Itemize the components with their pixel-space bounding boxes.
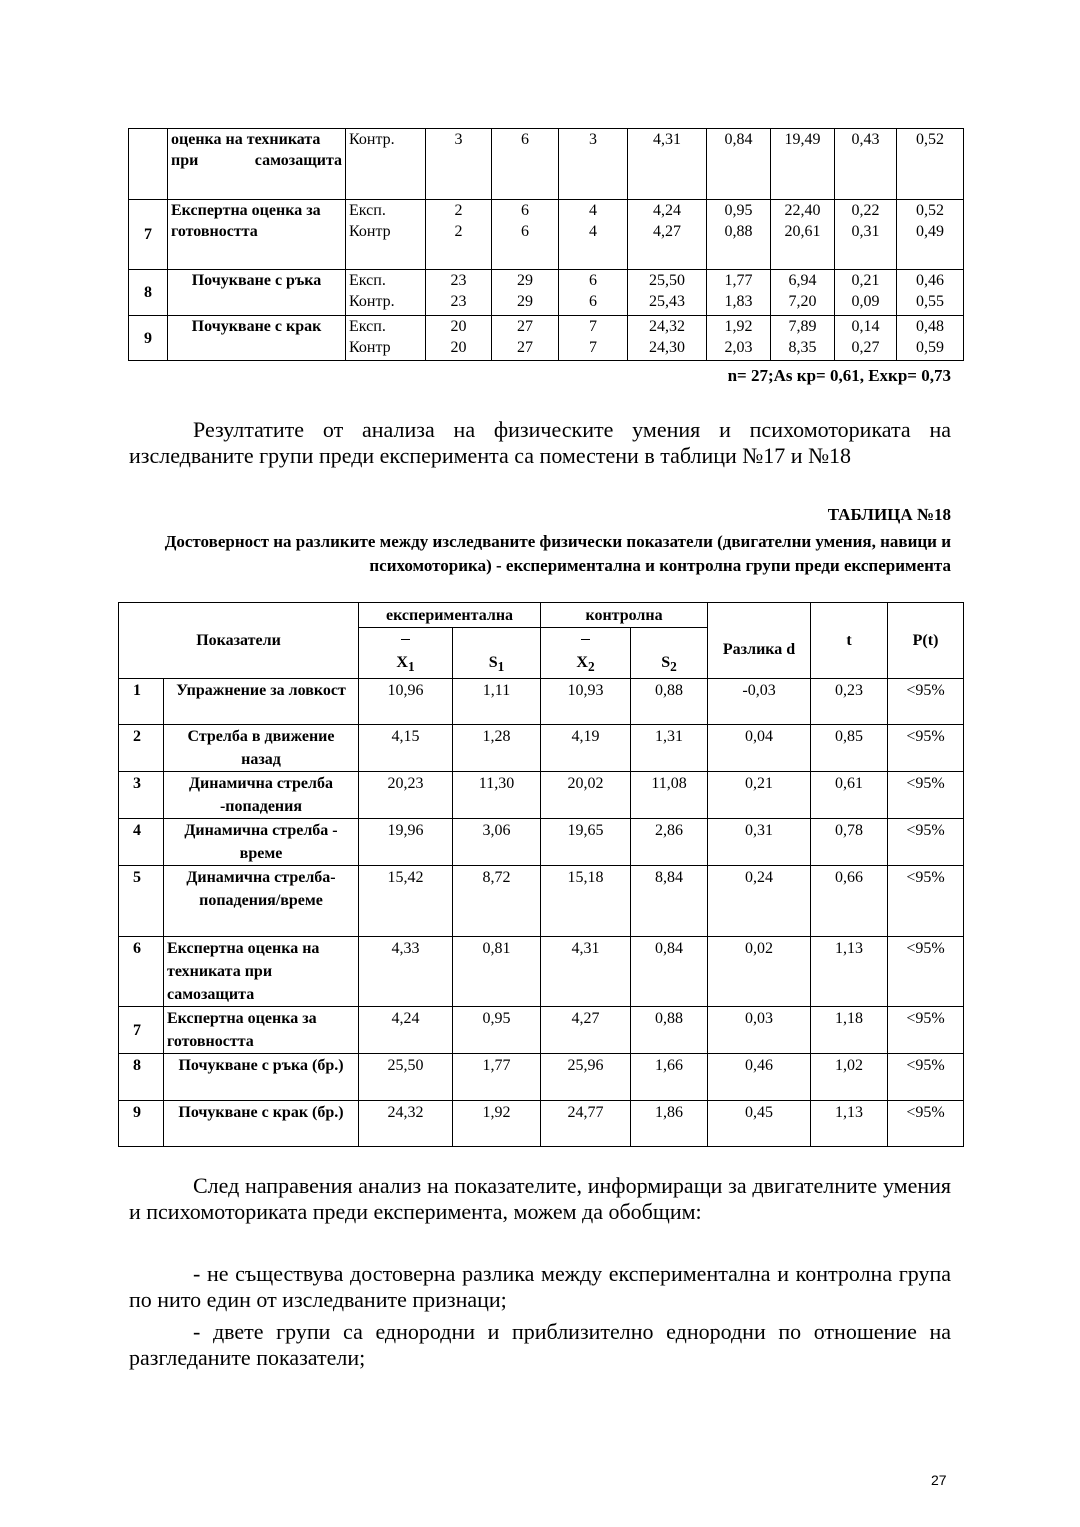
value-cell: <95%	[888, 679, 964, 725]
value-cell: 19,65	[541, 819, 631, 866]
value-cell: 7 7	[559, 316, 628, 361]
value-cell: 7,89 8,35	[771, 316, 835, 361]
value-cell: 6,94 7,20	[771, 270, 835, 316]
value-cell: 6 6	[559, 270, 628, 316]
value-cell: 25,96	[541, 1054, 631, 1101]
indicator-name: Експертна оценка за готовността	[168, 200, 346, 270]
indicator-name: Почукване с крак (бр.)	[164, 1101, 359, 1147]
value-cell: 6	[492, 129, 559, 200]
value-cell: 0,02	[708, 937, 811, 1007]
table-label: ТАБЛИЦА №18	[827, 505, 951, 524]
row-number: 4	[119, 819, 164, 866]
header-sd-1: $S_1$	[453, 628, 541, 679]
value-cell: 1,11	[453, 679, 541, 725]
indicator-name: Експертна оценка на техниката при самозащита	[164, 937, 359, 1007]
value-cell: 20 20	[426, 316, 492, 361]
value-cell: 24,32 24,30	[628, 316, 707, 361]
header-mean-1: $X_1$	[359, 628, 453, 679]
value-cell: 1,18	[811, 1007, 888, 1054]
value-cell: 4,33	[359, 937, 453, 1007]
value-cell: <95%	[888, 819, 964, 866]
header-sd-2: $S_2$	[631, 628, 708, 679]
table-row	[119, 772, 964, 819]
value-cell: 1,77 1,83	[707, 270, 771, 316]
value-cell: 0,22 0,31	[835, 200, 897, 270]
value-cell: 1,92	[453, 1101, 541, 1147]
value-cell: 0,61	[811, 772, 888, 819]
row-number: 9	[119, 1101, 164, 1147]
value-cell: 0,81	[453, 937, 541, 1007]
value-cell: 25,50	[359, 1054, 453, 1101]
value-cell: 0,21	[708, 772, 811, 819]
value-cell: -0,03	[708, 679, 811, 725]
row-number: 7	[129, 200, 168, 270]
value-cell: 1,86	[631, 1101, 708, 1147]
value-cell: 2,86	[631, 819, 708, 866]
value-cell: <95%	[888, 725, 964, 772]
value-cell: 0,78	[811, 819, 888, 866]
value-cell: 8,84	[631, 866, 708, 937]
value-cell: 0,43	[835, 129, 897, 200]
indicator-name: Почукване с ръка	[168, 270, 346, 316]
indicator-name: Упражнение за ловкост	[164, 679, 359, 725]
value-cell: 19,96	[359, 819, 453, 866]
table-row	[119, 1054, 964, 1101]
value-cell: 0,66	[811, 866, 888, 937]
row-number: 7	[119, 1007, 164, 1054]
value-cell: 0,24	[708, 866, 811, 937]
value-cell: 0,46	[708, 1054, 811, 1101]
row-number: 6	[119, 937, 164, 1007]
indicator-name: Динамична стрелба - време	[164, 819, 359, 866]
row-number: 8	[129, 270, 168, 316]
value-cell: 10,93	[541, 679, 631, 725]
table-row	[119, 725, 964, 772]
value-cell: 0,88	[631, 1007, 708, 1054]
row-number: 3	[119, 772, 164, 819]
header-p: P(t)	[888, 603, 964, 679]
row-number: 5	[119, 866, 164, 937]
value-cell: 4,27	[541, 1007, 631, 1054]
value-cell: 0,23	[811, 679, 888, 725]
value-cell: 3,06	[453, 819, 541, 866]
row-number: 1	[119, 679, 164, 725]
value-cell: 1,77	[453, 1054, 541, 1101]
value-cell: 8,72	[453, 866, 541, 937]
group-cell: Експ. Контр	[346, 316, 426, 361]
value-cell: 6 6	[492, 200, 559, 270]
group-cell: Експ. Контр.	[346, 270, 426, 316]
header-t: t	[811, 603, 888, 679]
value-cell: 27 27	[492, 316, 559, 361]
value-cell: 11,08	[631, 772, 708, 819]
value-cell: 25,50 25,43	[628, 270, 707, 316]
indicator-name: Динамична стрелба- попадения/време	[164, 866, 359, 937]
group-cell: Контр.	[346, 129, 426, 200]
value-cell: <95%	[888, 937, 964, 1007]
value-cell: 20,23	[359, 772, 453, 819]
row-number	[129, 129, 168, 200]
value-cell: 1,66	[631, 1054, 708, 1101]
page-number: 27	[931, 1472, 947, 1488]
value-cell: 22,40 20,61	[771, 200, 835, 270]
value-cell: 24,32	[359, 1101, 453, 1147]
value-cell: 4 4	[559, 200, 628, 270]
value-cell: 3	[559, 129, 628, 200]
value-cell: 23 23	[426, 270, 492, 316]
indicator-name: Динамична стрелба -попадения	[164, 772, 359, 819]
value-cell: 15,18	[541, 866, 631, 937]
value-cell: 10,96	[359, 679, 453, 725]
value-cell: 0,88	[631, 679, 708, 725]
value-cell: 1,28	[453, 725, 541, 772]
value-cell: 3	[426, 129, 492, 200]
header-mean-2: $X_2$	[541, 628, 631, 679]
value-cell: 0,03	[708, 1007, 811, 1054]
value-cell: 0,31	[708, 819, 811, 866]
group-cell: Експ. Контр	[346, 200, 426, 270]
table-row	[129, 200, 964, 270]
value-cell: 0,84	[707, 129, 771, 200]
value-cell: 4,24	[359, 1007, 453, 1054]
table-row	[129, 316, 964, 361]
value-cell: 0,85	[811, 725, 888, 772]
value-cell: 0,14 0,27	[835, 316, 897, 361]
bullet-2: - двете групи са еднородни и приблизително еднородни по отношение на разгледаните показатели;	[129, 1319, 951, 1370]
bullet-1: - не съществува достоверна разлика между експериментална и контролна група по нито един от изследваните признаци;	[129, 1261, 951, 1312]
row-number: 9	[129, 316, 168, 361]
row-number: 2	[119, 725, 164, 772]
value-cell: 1,13	[811, 937, 888, 1007]
table-row	[119, 1007, 964, 1054]
value-cell: 4,31	[541, 937, 631, 1007]
table-row	[119, 679, 964, 725]
value-cell: 0,84	[631, 937, 708, 1007]
value-cell: 19,49	[771, 129, 835, 200]
table-18	[118, 602, 964, 1147]
value-cell: <95%	[888, 772, 964, 819]
value-cell: 0,52	[897, 129, 964, 200]
value-cell: 0,45	[708, 1101, 811, 1147]
value-cell: 0,52 0,49	[897, 200, 964, 270]
value-cell: 20,02	[541, 772, 631, 819]
row-number: 8	[119, 1054, 164, 1101]
paragraph-summary: След направения анализ на показателите, информиращи за двигателните умения и психомоториката преди експеримента, можем да обобщим:	[129, 1173, 951, 1224]
value-cell: 1,13	[811, 1101, 888, 1147]
value-cell: 0,95 0,88	[707, 200, 771, 270]
value-cell: 4,24 4,27	[628, 200, 707, 270]
indicator-name: Почукване с ръка (бр.)	[164, 1054, 359, 1101]
value-cell: 1,31	[631, 725, 708, 772]
header-control: контролна	[541, 603, 708, 628]
value-cell: 4,31	[628, 129, 707, 200]
header-difference: Разлика d	[708, 603, 811, 679]
value-cell: 24,77	[541, 1101, 631, 1147]
table-row	[119, 866, 964, 937]
value-cell: <95%	[888, 1054, 964, 1101]
table-row	[119, 1101, 964, 1147]
value-cell: 0,46 0,55	[897, 270, 964, 316]
table-row	[119, 819, 964, 866]
value-cell: 0,21 0,09	[835, 270, 897, 316]
header-indicators: Показатели	[119, 603, 359, 679]
indicator-name: оценка на техниката при самозащита	[168, 129, 346, 200]
paragraph-intro: Резултатите от анализа на физическите умения и психомоториката на изследваните групи преди експеримента са поместени в таблици №17 и №18	[129, 417, 951, 468]
indicator-name: Почукване с крак	[168, 316, 346, 361]
value-cell: <95%	[888, 1101, 964, 1147]
value-cell: 29 29	[492, 270, 559, 316]
table-footnote: n= 27;As кр= 0,61, Ехкр= 0,73	[727, 366, 951, 385]
table-row	[129, 129, 964, 200]
table-17-continued	[128, 128, 964, 361]
header-experimental: експериментална	[359, 603, 541, 628]
value-cell: 15,42	[359, 866, 453, 937]
value-cell: 0,04	[708, 725, 811, 772]
value-cell: 11,30	[453, 772, 541, 819]
value-cell: 0,48 0,59	[897, 316, 964, 361]
indicator-name: Експертна оценка за готовността	[164, 1007, 359, 1054]
value-cell: <95%	[888, 866, 964, 937]
table-row	[119, 937, 964, 1007]
value-cell: 1,92 2,03	[707, 316, 771, 361]
value-cell: 4,19	[541, 725, 631, 772]
table-row	[129, 270, 964, 316]
value-cell: 1,02	[811, 1054, 888, 1101]
table-caption: Достоверност на разликите между изследваните физически показатели (двигателни умения, навици и психомоторика) - експериментална и контролна групи преди експеримента	[164, 532, 951, 575]
value-cell: 4,15	[359, 725, 453, 772]
value-cell: <95%	[888, 1007, 964, 1054]
indicator-name: Стрелба в движение назад	[164, 725, 359, 772]
value-cell: 0,95	[453, 1007, 541, 1054]
value-cell: 2 2	[426, 200, 492, 270]
